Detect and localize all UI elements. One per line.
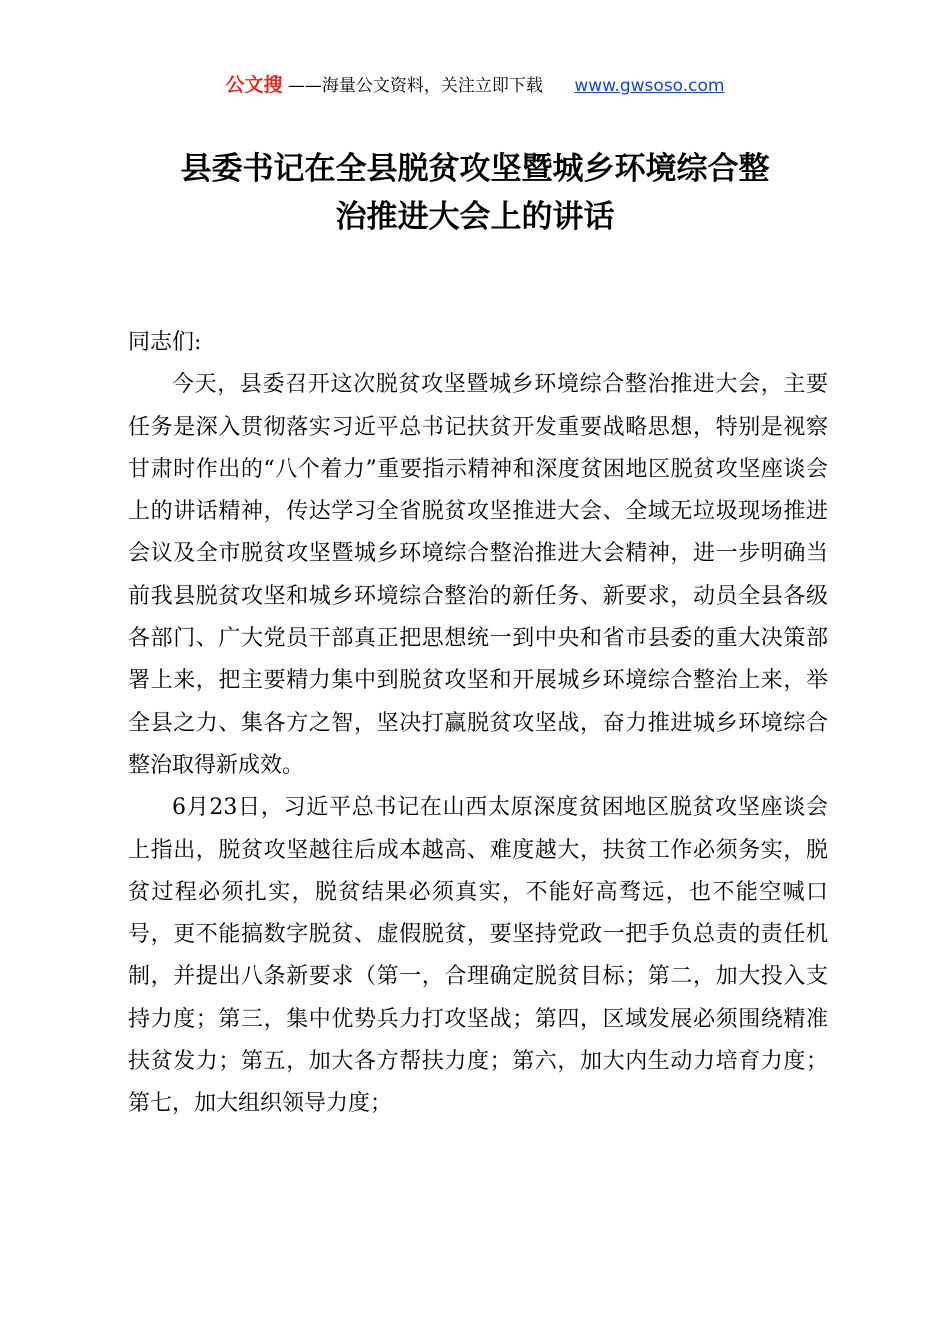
paragraph-2: 6月23日，习近平总书记在山西太原深度贫困地区脱贫攻坚座谈会上指出，脱贫攻坚越往后成本越高、难度越大，扶贫工作必须务实，脱贫过程必须扎实，脱贫结果必须真实，不能好高骛远，也不能空喊口号，更不能搞数字脱贫、虚假脱贫，要坚持党政一把手负总责的责任机制，并提出八条新要求（第一，合理确定脱贫目标；第二，加大投入支持力度；第三，集中优势兵力打攻坚战；第四，区域发展必须围绕精准扶贫发力；第五，加大各方帮扶力度；第六，加大内生动力培育力度；第七，加大组织领导力度； xyxy=(128,795,828,1117)
document-body xyxy=(128,322,828,1126)
document-title xyxy=(95,145,855,241)
site-header xyxy=(0,72,950,99)
brand-name[interactable]: 公文搜 xyxy=(225,74,283,96)
header-slogan: ——海量公文资料，关注立即下载 xyxy=(287,76,543,96)
paragraph-1: 今天，县委召开这次脱贫攻坚暨城乡环境综合整治推进大会，主要任务是深入贯彻落实习近平总书记扶贫开发重要战略思想，特别是视察甘肃时作出的“八个着力”重要指示精神和深度贫困地区脱贫攻坚座谈会上的讲话精神，传达学习全省脱贫攻坚推进大会、全域无垃圾现场推进会议及全市脱贫攻坚暨城乡环境综合整治推进大会精神，进一步明确当前我县脱贫攻坚和城乡环境综合整治的新任务、新要求，动员全县各级各部门、广大党员干部真正把思想统一到中央和省市县委的重大决策部署上来，把主要精力集中到脱贫攻坚和开展城乡环境综合整治上来，举全县之力、集各方之智，坚决打赢脱贫攻坚战，奋力推进城乡环境综合整治取得新成效。 xyxy=(128,372,828,778)
title-line-2: 治推进大会上的讲话 xyxy=(335,199,615,235)
salutation: 同志们: xyxy=(128,330,202,355)
title-line-1: 县委书记在全县脱贫攻坚暨城乡环境综合整 xyxy=(180,151,770,187)
site-url-link[interactable]: www.gwsoso.com xyxy=(574,76,725,96)
